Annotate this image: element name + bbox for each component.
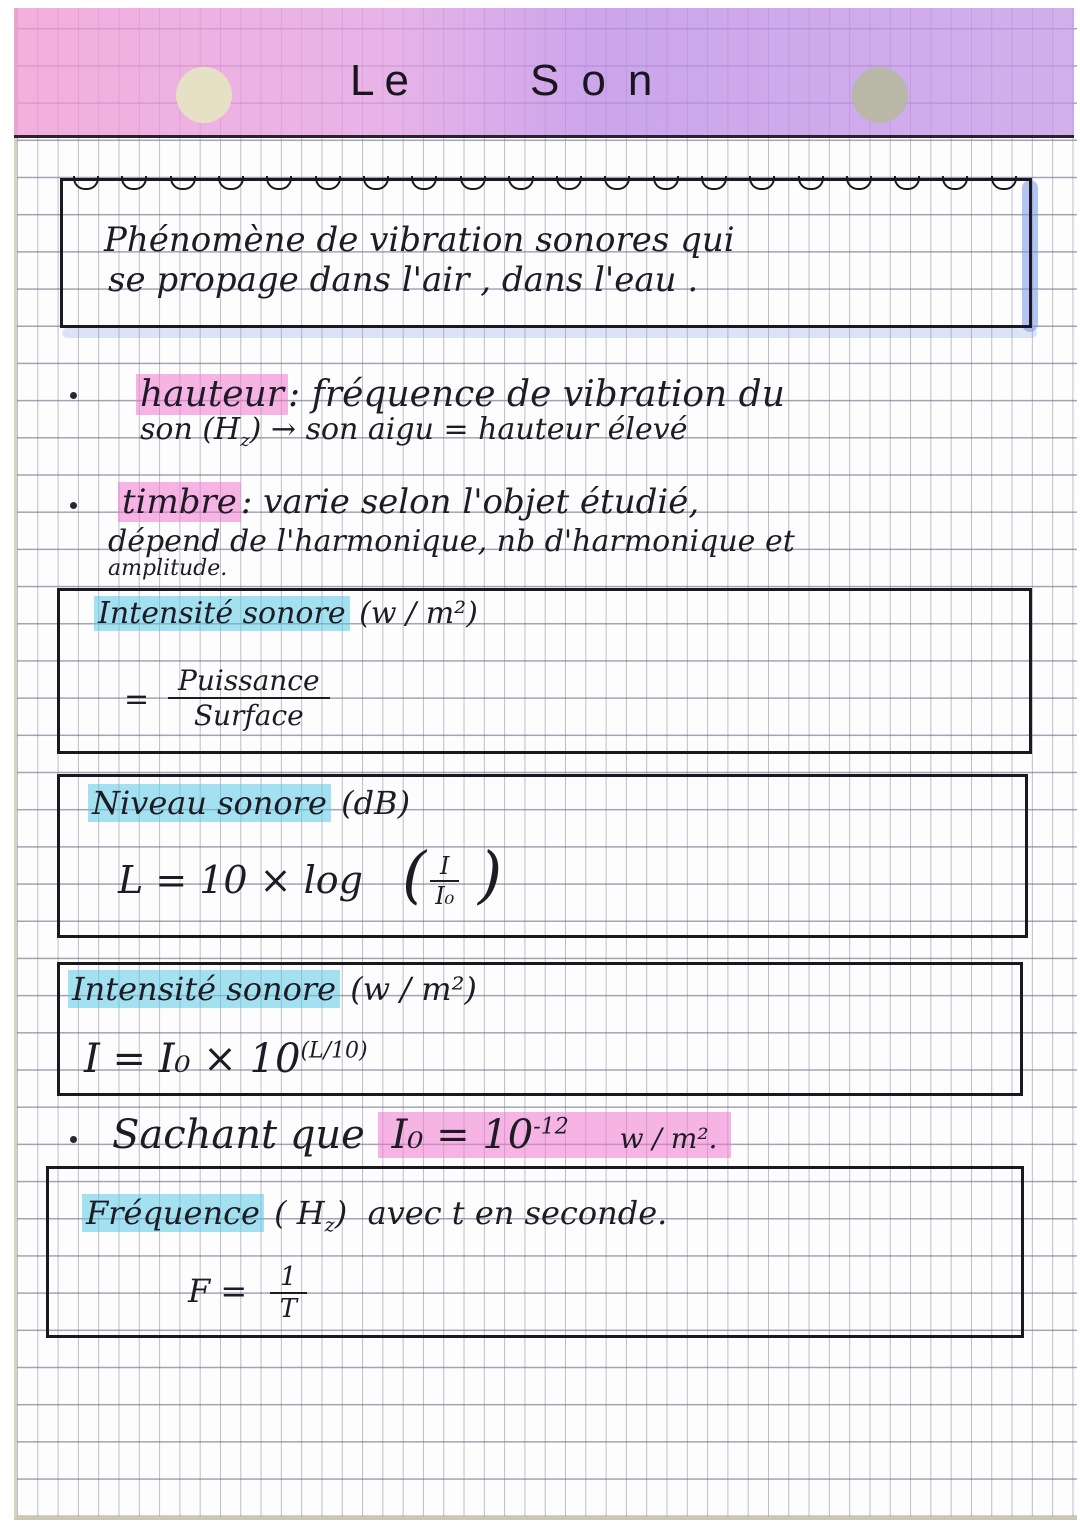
hauteur-term: hauteur: [136, 374, 288, 415]
i0-value-highlight: $I_0 = 10^{-12}$ w / m².: [378, 1112, 732, 1158]
hauteur-line-2: son $(H_z)$ → son aigu = hauteur élevé: [140, 412, 688, 451]
bullet-timbre: [70, 502, 77, 509]
page-title-son: Son: [530, 56, 675, 105]
scalloped-border-decoration: [62, 176, 1028, 192]
hauteur-line-1: [136, 374, 785, 415]
intensite-exponent: (L/10): [300, 1038, 368, 1064]
intensite-sonore-heading: Intensité sonore (w / m²): [94, 596, 478, 631]
frequence-formula: F =: [188, 1272, 248, 1310]
fraction-numerator: Puissance: [168, 664, 330, 699]
close-paren: ): [478, 838, 503, 911]
timbre-term: timbre: [118, 482, 241, 522]
banner-underline: [14, 135, 1074, 138]
intensite-unit: (w / m²): [359, 596, 478, 631]
timbre-line-2: dépend de l'harmonique, nb d'harmonique et: [108, 524, 795, 559]
intensite-equals: =: [124, 682, 150, 717]
fraction-denominator: Surface: [193, 699, 304, 732]
timbre-line-1: [118, 482, 699, 522]
punch-hole-left: [176, 67, 232, 123]
frequence-box: [46, 1166, 1024, 1338]
puissance-surface-fraction: [168, 664, 330, 732]
intensite-sonore-heading-2: Intensité sonore (w / m²): [68, 970, 477, 1008]
definition-box-shadow-bottom: [62, 328, 1037, 338]
niveau-unit: (dB): [341, 784, 411, 822]
timbre-line-3: amplitude.: [108, 556, 228, 581]
hauteur-definition: : fréquence de vibration du: [288, 374, 785, 415]
page-title-le: Le: [350, 56, 419, 105]
intensite-unit-2: (w / m²): [350, 970, 477, 1008]
timbre-definition: : varie selon l'objet étudié,: [240, 482, 700, 522]
niveau-formula: L = 10 × log: [118, 858, 363, 902]
definition-line-2: se propage dans l'air , dans l'eau .: [108, 260, 699, 300]
bullet-sachant: [70, 1136, 77, 1143]
frequence-note: avec t en seconde.: [367, 1194, 668, 1232]
i-over-i0-fraction: $\frac{I}{\text{I₀}}$: [430, 852, 459, 910]
frequence-heading: Fréquence ( $H_z$) avec t en seconde.: [82, 1194, 667, 1236]
punch-hole-right: [852, 67, 908, 123]
niveau-sonore-heading: Niveau sonore (dB): [88, 784, 410, 822]
intensite-formula: $I = I_0 \times 10^{(L/10)}$: [84, 1036, 368, 1082]
bullet-hauteur: [70, 392, 77, 399]
sachant-line: Sachant que $I_0 = 10^{-12}$ w / m².: [112, 1112, 731, 1158]
one-over-t-fraction: $\frac{1}{T}$: [270, 1262, 307, 1324]
open-paren: (: [402, 838, 427, 911]
definition-line-1: Phénomène de vibration sonores qui: [104, 220, 735, 260]
